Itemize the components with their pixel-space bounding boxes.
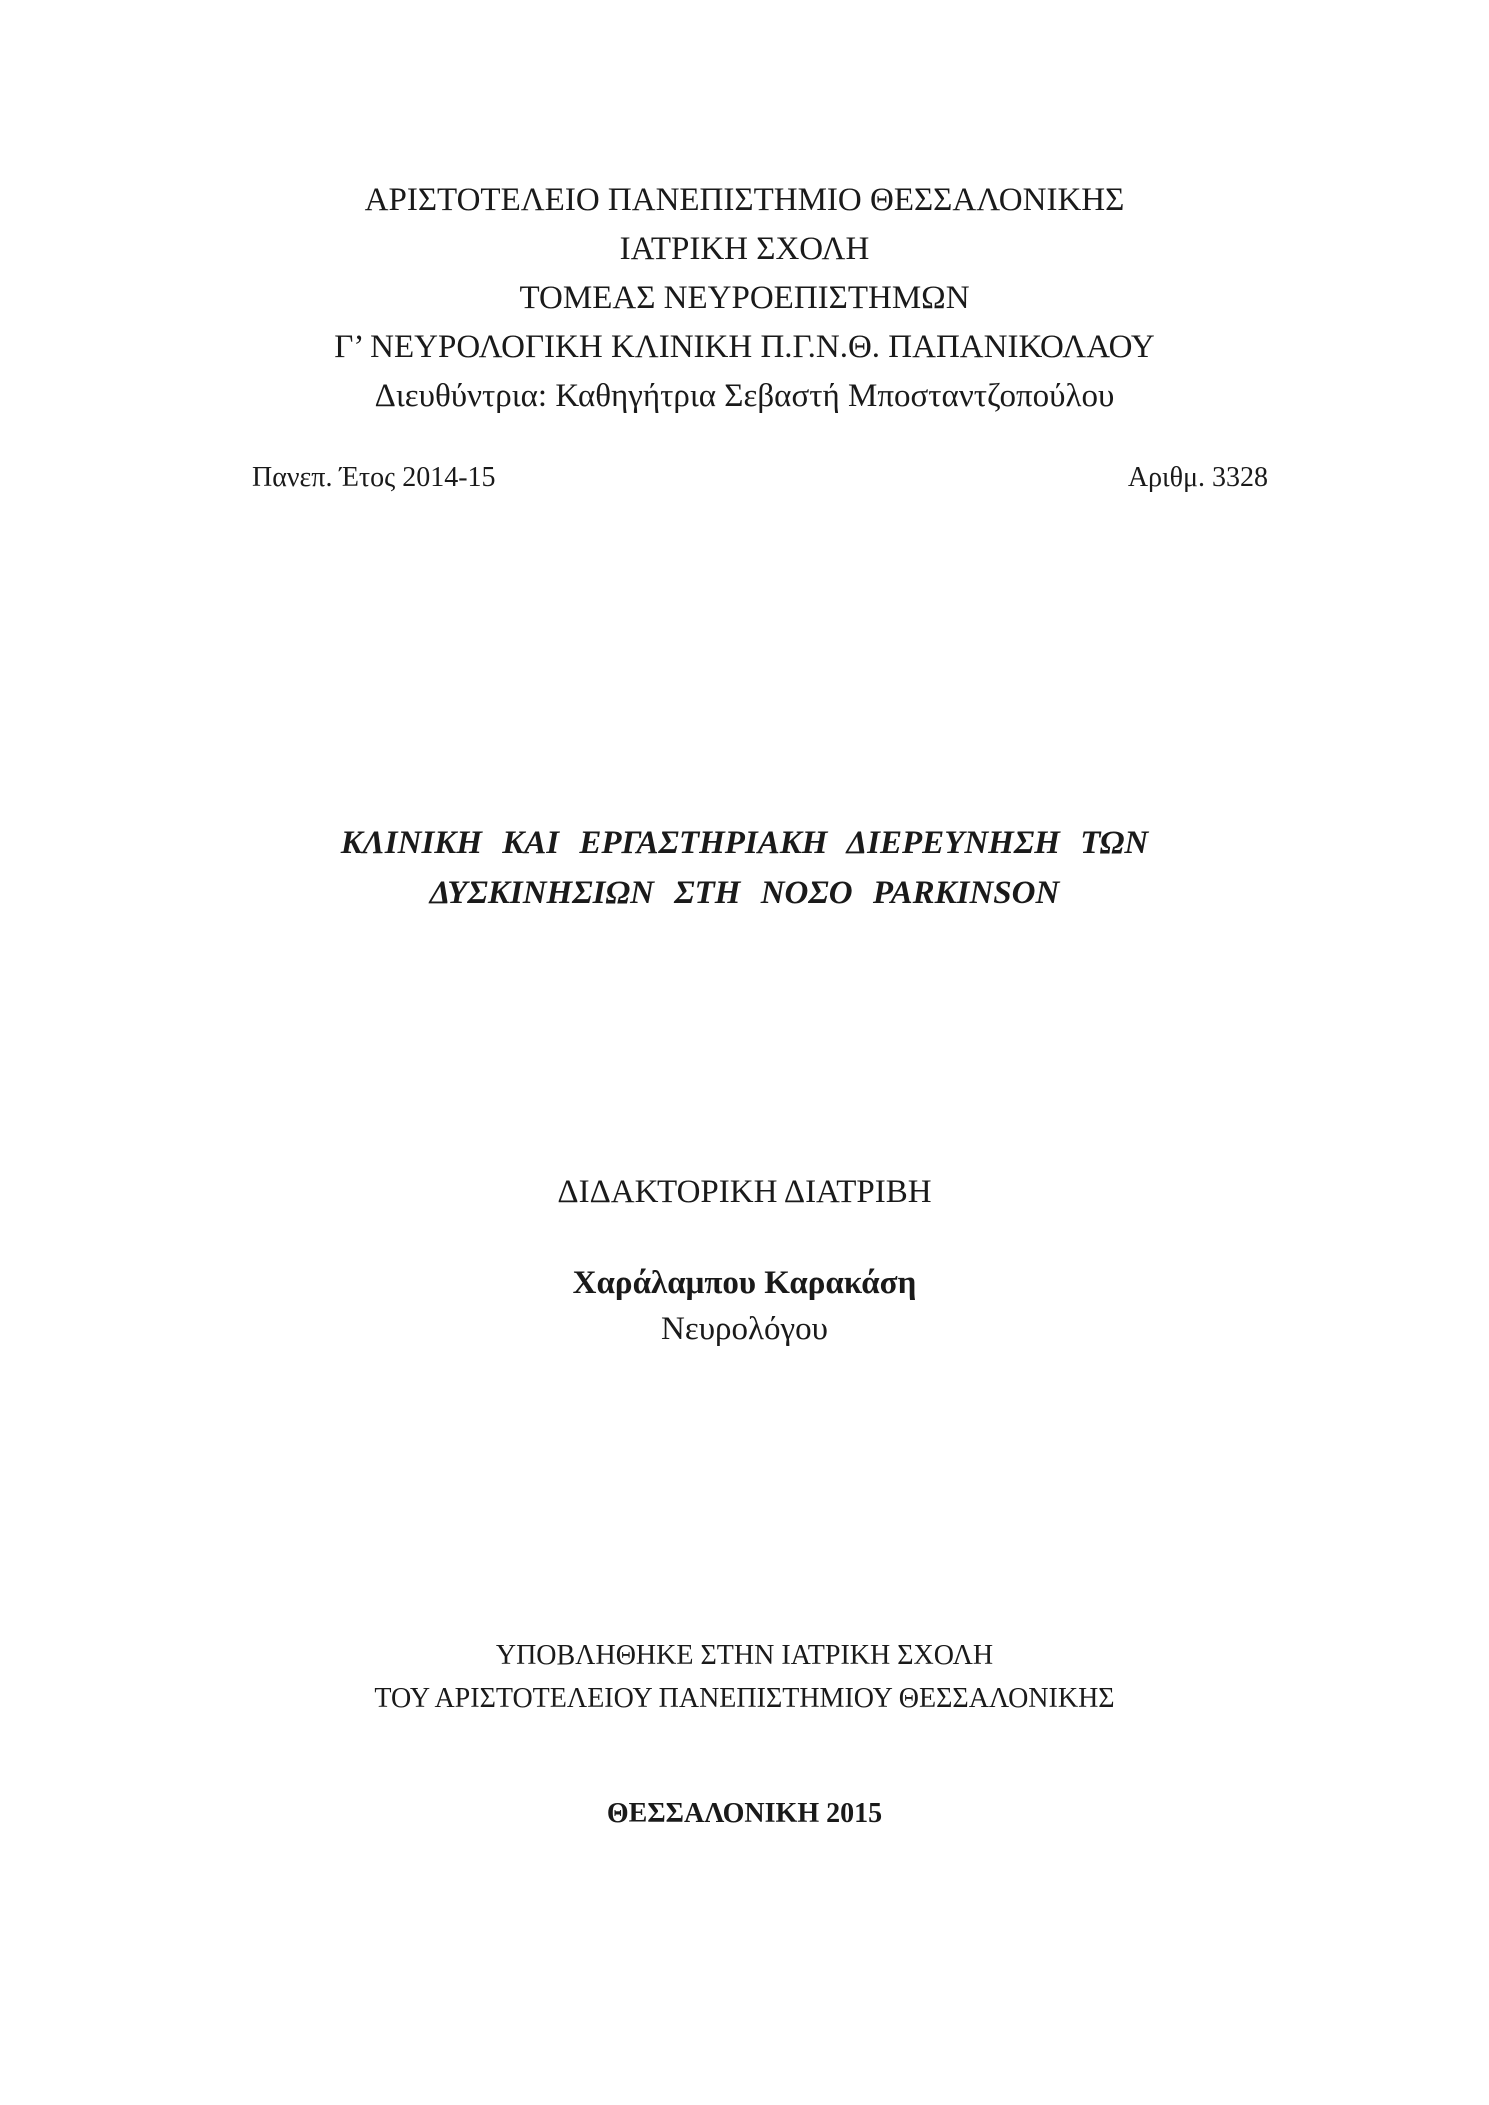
submission-line-2: ΤΟΥ ΑΡΙΣΤΟΤΕΛΕΙΟΥ ΠΑΝΕΠΙΣΤΗΜΙΟΥ ΘΕΣΣΑΛΟΝΙΚΗΣ bbox=[374, 1683, 1115, 1714]
author-profession: Νευρολόγου bbox=[661, 1311, 828, 1347]
place-year-label: ΘΕΣΣΑΛΟΝΙΚΗ 2015 bbox=[606, 1798, 883, 1829]
place-year bbox=[0, 1794, 1489, 1834]
submission-line-1: ΥΠΟΒΛΗΘΗΚΕ ΣΤΗΝ ΙΑΤΡΙΚΗ ΣΧΟΛΗ bbox=[495, 1640, 994, 1671]
author-block bbox=[0, 1260, 1489, 1352]
department-name: ΤΟΜΕΑΣ ΝΕΥΡΟΕΠΙΣΤΗΜΩΝ bbox=[519, 280, 970, 316]
thesis-title-line-1: ΚΛΙΝΙΚΗ ΚΑΙ ΕΡΓΑΣΤΗΡΙΑΚΗ ΔΙΕΡΕΥΝΗΣΗ ΤΩΝ bbox=[340, 825, 1149, 861]
document-type-label: ΔΙΔΑΚΤΟΡΙΚΗ ΔΙΑΤΡΙΒΗ bbox=[557, 1174, 932, 1210]
author-name: Χαράλαμπου Καρακάση bbox=[572, 1265, 917, 1301]
institution-header bbox=[0, 176, 1489, 421]
university-name: ΑΡΙΣΤΟΤΕΛΕΙΟ ΠΑΝΕΠΙΣΤΗΜΙΟ ΘΕΣΣΑΛΟΝΙΚΗΣ bbox=[364, 182, 1125, 218]
academic-year: Πανεπ. Έτος 2014-15 bbox=[252, 462, 496, 493]
clinic-name: Γ’ ΝΕΥΡΟΛΟΓΙΚΗ ΚΛΙΝΙΚΗ Π.Γ.Ν.Θ. ΠΑΠΑΝΙΚΟΛΑΟΥ bbox=[334, 329, 1155, 365]
thesis-title-line-2: ΔΥΣΚΙΝΗΣΙΩΝ ΣΤΗ ΝΟΣΟ PARKINSON bbox=[429, 875, 1060, 911]
thesis-title bbox=[0, 818, 1489, 918]
document-number: Αριθμ. 3328 bbox=[1127, 462, 1268, 493]
school-name: ΙΑΤΡΙΚΗ ΣΧΟΛΗ bbox=[619, 231, 870, 267]
submission-statement bbox=[0, 1634, 1489, 1720]
director-line: Διευθύντρια: Καθηγήτρια Σεβαστή Μποσταντζοπούλου bbox=[374, 378, 1115, 414]
document-type bbox=[0, 1170, 1489, 1214]
